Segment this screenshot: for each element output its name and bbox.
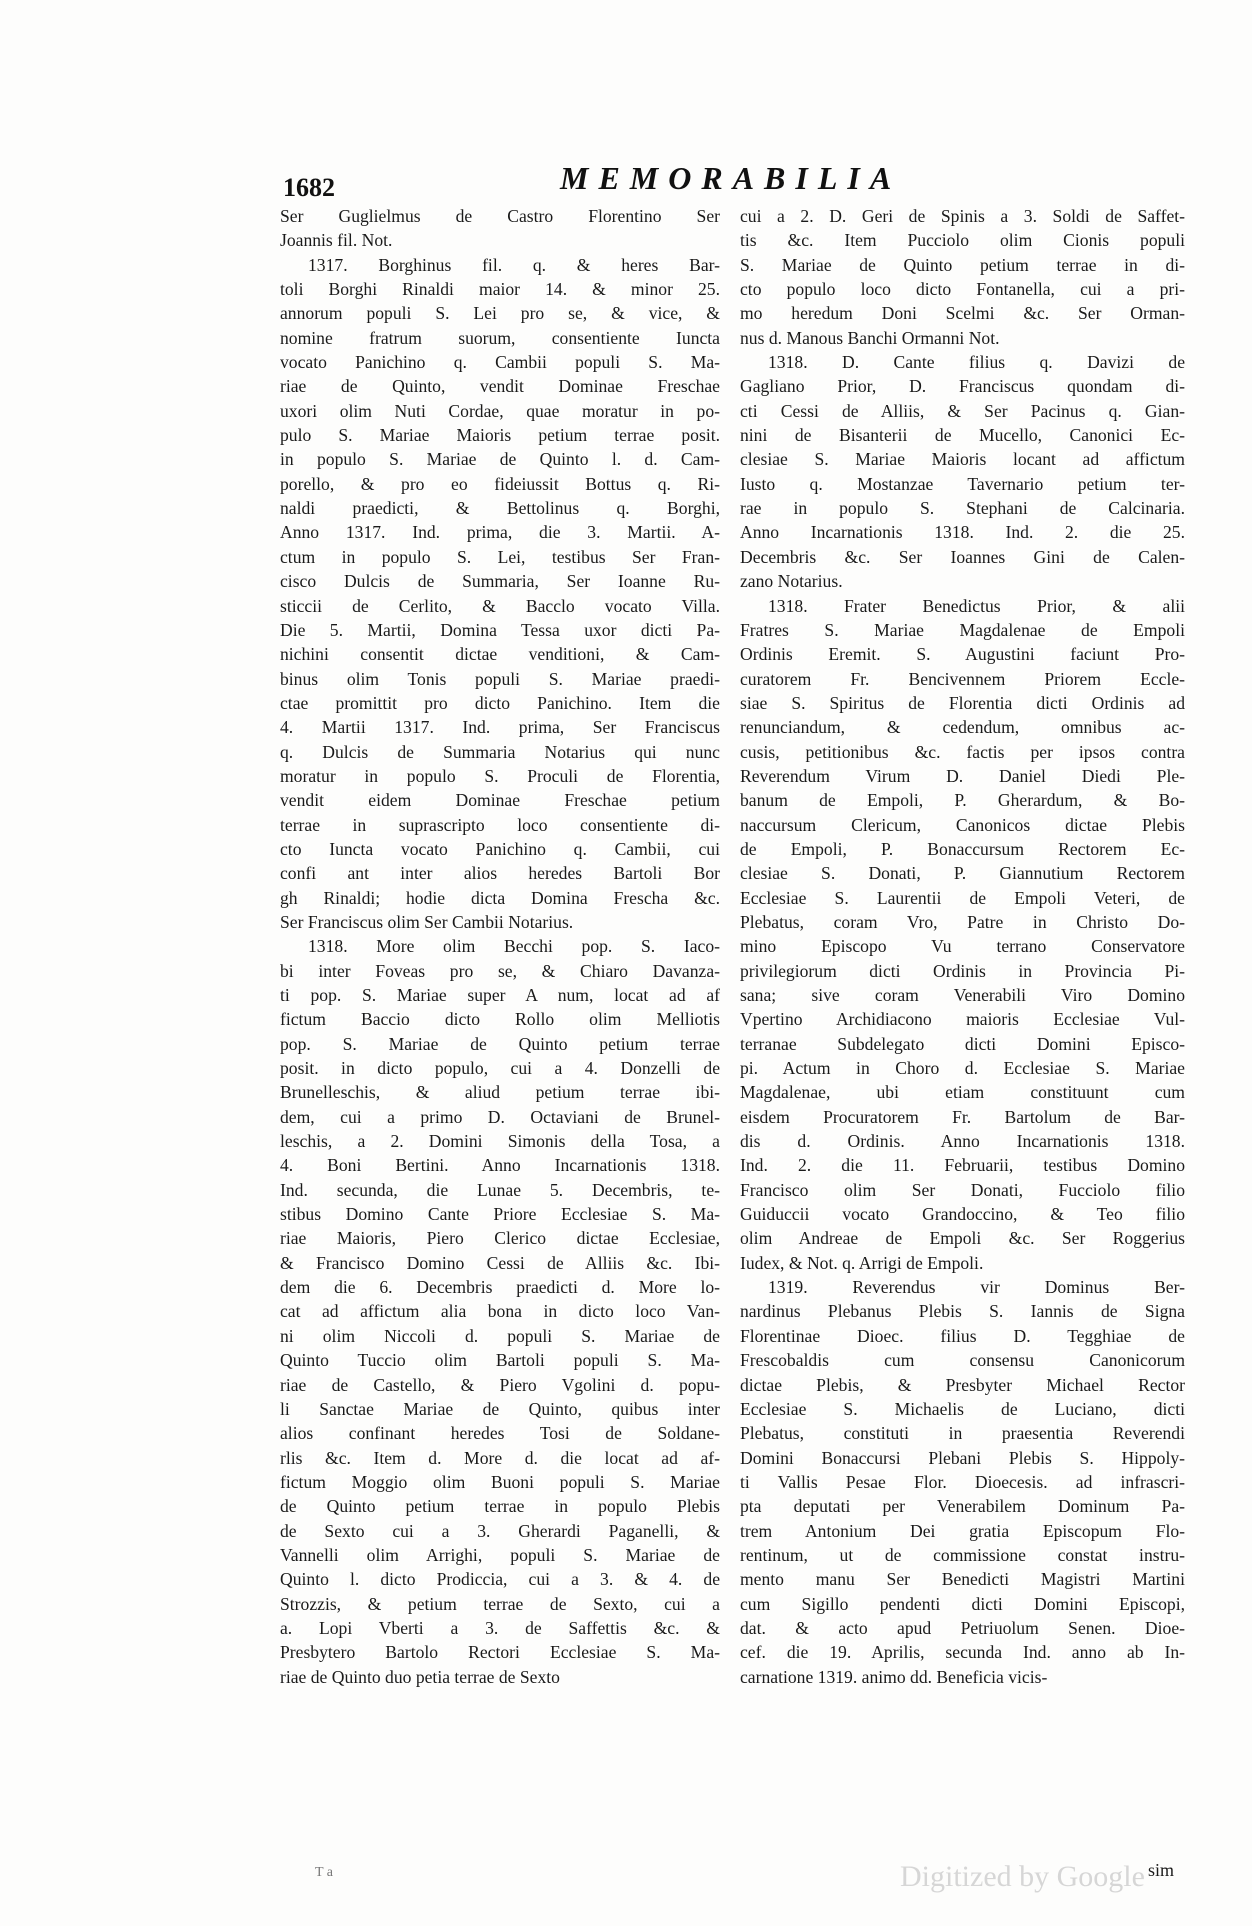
text-line: Fratres S. Mariae Magdalenae de Empoli bbox=[740, 619, 1185, 640]
text-line: banum de Empoli, P. Gherardum, & Bo- bbox=[740, 790, 1185, 811]
text-line: Ecclesiae S. Laurentii de Empoli Veteri, de bbox=[740, 887, 1185, 908]
text-line: cti Cessi de Alliis, & Ser Pacinus q. Gian- bbox=[740, 400, 1185, 421]
text-line: Iudex, & Not. q. Arrigi de Empoli. bbox=[740, 1252, 984, 1273]
text-line: dictae Plebis, & Presbyter Michael Rector bbox=[740, 1374, 1185, 1395]
text-line: cto Iuncta vocato Panichino q. Cambii, cui bbox=[280, 838, 720, 859]
text-line: ctum in populo S. Lei, testibus Ser Fran- bbox=[280, 546, 720, 567]
page-number: 1682 bbox=[283, 173, 335, 202]
signature-mark: T a bbox=[315, 1865, 334, 1880]
text-line: trem Antonium Dei gratia Episcopum Flo- bbox=[740, 1520, 1185, 1541]
text-line: rae in populo S. Stephani de Calcinaria. bbox=[740, 498, 1185, 519]
text-line: Anno Incarnationis 1318. Ind. 2. die 25. bbox=[740, 522, 1185, 543]
text-line: dem die 6. Decembris praedicti d. More lo- bbox=[280, 1277, 720, 1298]
text-line: in populo S. Mariae de Quinto l. d. Cam- bbox=[280, 449, 720, 470]
text-line: 1318. Frater Benedictus Prior, & alii bbox=[768, 595, 1185, 616]
text-line: uxori olim Nuti Cordae, quae moratur in po- bbox=[280, 400, 720, 421]
text-line: cisco Dulcis de Summaria, Ser Ioanne Ru- bbox=[280, 571, 720, 592]
right-column bbox=[740, 204, 1185, 1689]
text-line: de Sexto cui a 3. Gherardi Paganelli, & bbox=[280, 1520, 720, 1541]
text-line: rentinum, ut de commissione constat instru- bbox=[740, 1544, 1185, 1565]
text-line: Vannelli olim Arrighi, populi S. Mariae de bbox=[280, 1544, 720, 1565]
text-line: olim Andreae de Empoli &c. Ser Roggerius bbox=[740, 1228, 1185, 1249]
text-line: mino Episcopo Vu terrano Conservatore bbox=[740, 936, 1185, 957]
text-line: Gagliano Prior, D. Franciscus quondam di- bbox=[740, 376, 1185, 397]
text-line: Frescobaldis cum consensu Canonicorum bbox=[740, 1350, 1185, 1371]
text-line: Decembris &c. Ser Ioannes Gini de Calen- bbox=[740, 546, 1185, 567]
text-line: confi ant inter alios heredes Bartoli Bor bbox=[280, 863, 720, 884]
text-line: Plebatus, constituti in praesentia Reverendi bbox=[740, 1423, 1185, 1444]
text-line: Brunelleschis, & aliud petium terrae ibi- bbox=[280, 1082, 720, 1103]
text-line: riae de Quinto duo petia terrae de Sexto bbox=[280, 1666, 560, 1687]
text-line: sana; sive coram Venerabili Viro Domino bbox=[740, 985, 1185, 1005]
text-line: moratur in populo S. Proculi de Florentia, bbox=[280, 765, 720, 786]
text-line: toli Borghi Rinaldi maior 14. & minor 25. bbox=[280, 279, 720, 300]
text-line: cui a 2. D. Geri de Spinis a 3. Soldi de Saffet- bbox=[740, 206, 1185, 226]
text-line: Strozzis, & petium terrae de Sexto, cui a bbox=[280, 1593, 720, 1614]
text-line: de Quinto petium terrae in populo Plebis bbox=[280, 1496, 720, 1517]
text-line: Guiduccii vocato Grandoccino, & Teo filio bbox=[740, 1204, 1185, 1225]
text-line: Quinto l. dicto Prodiccia, cui a 3. & 4. de bbox=[280, 1569, 720, 1590]
text-line: curatorem Fr. Bencivennem Priorem Eccle- bbox=[740, 668, 1185, 689]
text-line: Joannis fil. Not. bbox=[280, 230, 393, 251]
text-line: S. Mariae de Quinto petium terrae in di- bbox=[740, 254, 1185, 275]
text-line: Die 5. Martii, Domina Tessa uxor dicti Pa- bbox=[280, 619, 720, 640]
text-line: & Francisco Domino Cessi de Alliis &c. Ibi- bbox=[280, 1252, 720, 1273]
digitized-watermark bbox=[900, 1860, 1145, 1894]
text-line: 1319. Reverendus vir Dominus Ber- bbox=[768, 1277, 1185, 1298]
text-line: mo heredum Doni Scelmi &c. Ser Orman- bbox=[740, 303, 1185, 324]
text-line: nichini consentit dictae venditioni, & Cam- bbox=[280, 644, 720, 665]
text-line: dis d. Ordinis. Anno Incarnationis 1318. bbox=[740, 1131, 1185, 1152]
running-title: MEMORABILIA bbox=[560, 160, 902, 196]
text-line: 1318. D. Cante filius q. Davizi de bbox=[768, 352, 1185, 373]
text-line: cef. die 19. Aprilis, secunda Ind. anno ab In- bbox=[740, 1642, 1185, 1663]
text-line: fictum Moggio olim Buoni populi S. Mariae bbox=[280, 1471, 720, 1492]
left-column bbox=[280, 204, 720, 1689]
text-line: Vpertino Archidiacono maioris Ecclesiae Vul- bbox=[740, 1009, 1185, 1030]
text-line: cusis, petitionibus &c. factis per ipsos contra bbox=[740, 741, 1185, 762]
text-line: 1318. More olim Becchi pop. S. Iaco- bbox=[308, 936, 720, 957]
text-line: Ind. 2. die 11. Februarii, testibus Domino bbox=[740, 1155, 1185, 1176]
text-line: siae S. Spiritus de Florentia dicti Ordinis ad bbox=[740, 692, 1185, 713]
text-line: Ecclesiae S. Michaelis de Luciano, dicti bbox=[740, 1398, 1185, 1419]
text-line: renunciandum, & cedendum, omnibus ac- bbox=[740, 717, 1185, 738]
text-line: cto populo loco dicto Fontanella, cui a pri- bbox=[740, 279, 1185, 300]
text-line: riae de Castello, & Piero Vgolini d. popu- bbox=[280, 1374, 720, 1395]
catchword: sim bbox=[1148, 1860, 1175, 1880]
text-line: Domini Bonaccursi Plebani Plebis S. Hippoly- bbox=[740, 1447, 1185, 1468]
text-line: de Empoli, P. Bonaccursum Rectorem Ec- bbox=[740, 838, 1185, 859]
text-line: clesiae S. Mariae Maioris locant ad affictum bbox=[740, 449, 1185, 470]
text-line: Plebatus, coram Vro, Patre in Christo Do- bbox=[740, 911, 1185, 932]
text-line: sticcii de Cerlito, & Bacclo vocato Villa. bbox=[280, 595, 720, 616]
text-line: 4. Boni Bertini. Anno Incarnationis 1318. bbox=[280, 1155, 720, 1176]
text-line: dem, cui a primo D. Octaviani de Brunel- bbox=[280, 1106, 720, 1127]
text-line: mento manu Ser Benedicti Magistri Martini bbox=[740, 1569, 1185, 1590]
text-line: Iusto q. Mostanzae Tavernario petium ter- bbox=[740, 473, 1185, 494]
text-line: nomine fratrum suorum, consentiente Iuncta bbox=[280, 327, 720, 348]
text-line: pi. Actum in Choro d. Ecclesiae S. Mariae bbox=[740, 1058, 1185, 1079]
text-line: li Sanctae Mariae de Quinto, quibus inter bbox=[280, 1398, 720, 1419]
text-line: ctae promittit pro dicto Panichino. Item die bbox=[280, 692, 720, 713]
text-line: q. Dulcis de Summaria Notarius qui nunc bbox=[280, 741, 720, 762]
text-line: Presbytero Bartolo Rectori Ecclesiae S. Ma- bbox=[280, 1642, 720, 1663]
text-line: gh Rinaldi; hodie dicta Domina Frescha &c. bbox=[280, 887, 720, 908]
text-line: cat ad affictum alia bona in dicto loco Van- bbox=[280, 1301, 720, 1322]
text-line: Quinto Tuccio olim Bartoli populi S. Ma- bbox=[280, 1350, 720, 1371]
text-line: clesiae S. Donati, P. Giannutium Rectorem bbox=[740, 863, 1185, 884]
text-line: rlis &c. Item d. More d. die locat ad af- bbox=[280, 1447, 720, 1468]
text-line: Ser Guglielmus de Castro Florentino Ser bbox=[280, 206, 720, 226]
text-line: riae Maioris, Piero Clerico dictae Ecclesiae, bbox=[280, 1228, 720, 1249]
text-line: pop. S. Mariae de Quinto petium terrae bbox=[280, 1033, 720, 1054]
text-line: vendit eidem Dominae Freschae petium bbox=[280, 790, 720, 811]
text-line: riae de Quinto, vendit Dominae Freschae bbox=[280, 376, 720, 397]
text-line: terrae in suprascripto loco consentiente di- bbox=[280, 814, 720, 835]
text-line: ti Vallis Pesae Flor. Dioecesis. ad infrascri- bbox=[740, 1471, 1185, 1492]
text-line: fictum Baccio dicto Rollo olim Melliotis bbox=[280, 1009, 720, 1030]
text-line: binus olim Tonis populi S. Mariae praedi- bbox=[280, 668, 720, 689]
text-line: Magdalenae, ubi etiam constituunt cum bbox=[740, 1082, 1185, 1103]
text-line: Reverendum Virum D. Daniel Diedi Ple- bbox=[740, 765, 1185, 786]
text-line: pulo S. Mariae Maioris petium terrae posit. bbox=[280, 425, 720, 446]
text-line: carnatione 1319. animo dd. Beneficia vicis- bbox=[740, 1666, 1048, 1687]
text-line: Anno 1317. Ind. prima, die 3. Martii. A- bbox=[280, 522, 720, 543]
text-line: ti pop. S. Mariae super A num, locat ad af bbox=[280, 985, 720, 1005]
text-line: cum Sigillo pendenti dicti Domini Episcopi, bbox=[740, 1593, 1185, 1614]
text-line: Francisco olim Ser Donati, Fucciolo filio bbox=[740, 1179, 1185, 1200]
text-line: dat. & acto apud Petriuolum Senen. Dioe- bbox=[740, 1617, 1185, 1638]
text-line: stibus Domino Cante Priore Ecclesiae S. Ma- bbox=[280, 1204, 720, 1225]
text-line: leschis, a 2. Domini Simonis della Tosa, a bbox=[280, 1131, 720, 1152]
text-line: posit. in dicto populo, cui a 4. Donzelli de bbox=[280, 1058, 720, 1079]
watermark-text: Digitized by Google bbox=[900, 1860, 1145, 1893]
text-line: Ind. secunda, die Lunae 5. Decembris, te- bbox=[280, 1179, 720, 1200]
text-line: bi inter Foveas pro se, & Chiaro Davanza- bbox=[280, 960, 720, 981]
text-line: annorum populi S. Lei pro se, & vice, & bbox=[280, 303, 720, 324]
text-line: alios confinant heredes Tosi de Soldane- bbox=[280, 1423, 720, 1444]
text-line: zano Notarius. bbox=[740, 571, 843, 592]
text-line: nini de Bisanterii de Mucello, Canonici Ec- bbox=[740, 425, 1185, 446]
text-line: ni olim Niccoli d. populi S. Mariae de bbox=[280, 1325, 720, 1346]
text-line: naldi praedicti, & Bettolinus q. Borghi, bbox=[280, 498, 720, 519]
text-line: eisdem Procuratorem Fr. Bartolum de Bar- bbox=[740, 1106, 1185, 1127]
text-line: privilegiorum dicti Ordinis in Provincia Pi- bbox=[740, 960, 1185, 981]
text-line: tis &c. Item Pucciolo olim Cionis populi bbox=[740, 230, 1185, 251]
text-line: naccursum Clericum, Canonicos dictae Plebis bbox=[740, 814, 1185, 835]
text-line: terranae Subdelegato dicti Domini Episco- bbox=[740, 1033, 1185, 1054]
text-line: a. Lopi Vberti a 3. de Saffettis &c. & bbox=[280, 1617, 720, 1638]
text-line: Ser Franciscus olim Ser Cambii Notarius. bbox=[280, 911, 574, 932]
text-line: porello, & pro eo fideiussit Bottus q. Ri- bbox=[280, 473, 720, 494]
text-line: 1317. Borghinus fil. q. & heres Bar- bbox=[308, 254, 720, 275]
text-line: 4. Martii 1317. Ind. prima, Ser Franciscus bbox=[280, 717, 720, 738]
text-line: pta deputati per Venerabilem Dominum Pa- bbox=[740, 1496, 1185, 1517]
text-line: Florentinae Dioec. filius D. Tegghiae de bbox=[740, 1325, 1185, 1346]
text-line: nardinus Plebanus Plebis S. Iannis de Signa bbox=[740, 1301, 1185, 1322]
text-line: Ordinis Eremit. S. Augustini faciunt Pro- bbox=[740, 644, 1185, 665]
text-line: nus d. Manous Banchi Ormanni Not. bbox=[740, 327, 1000, 348]
text-line: vocato Panichino q. Cambii populi S. Ma- bbox=[280, 352, 720, 373]
